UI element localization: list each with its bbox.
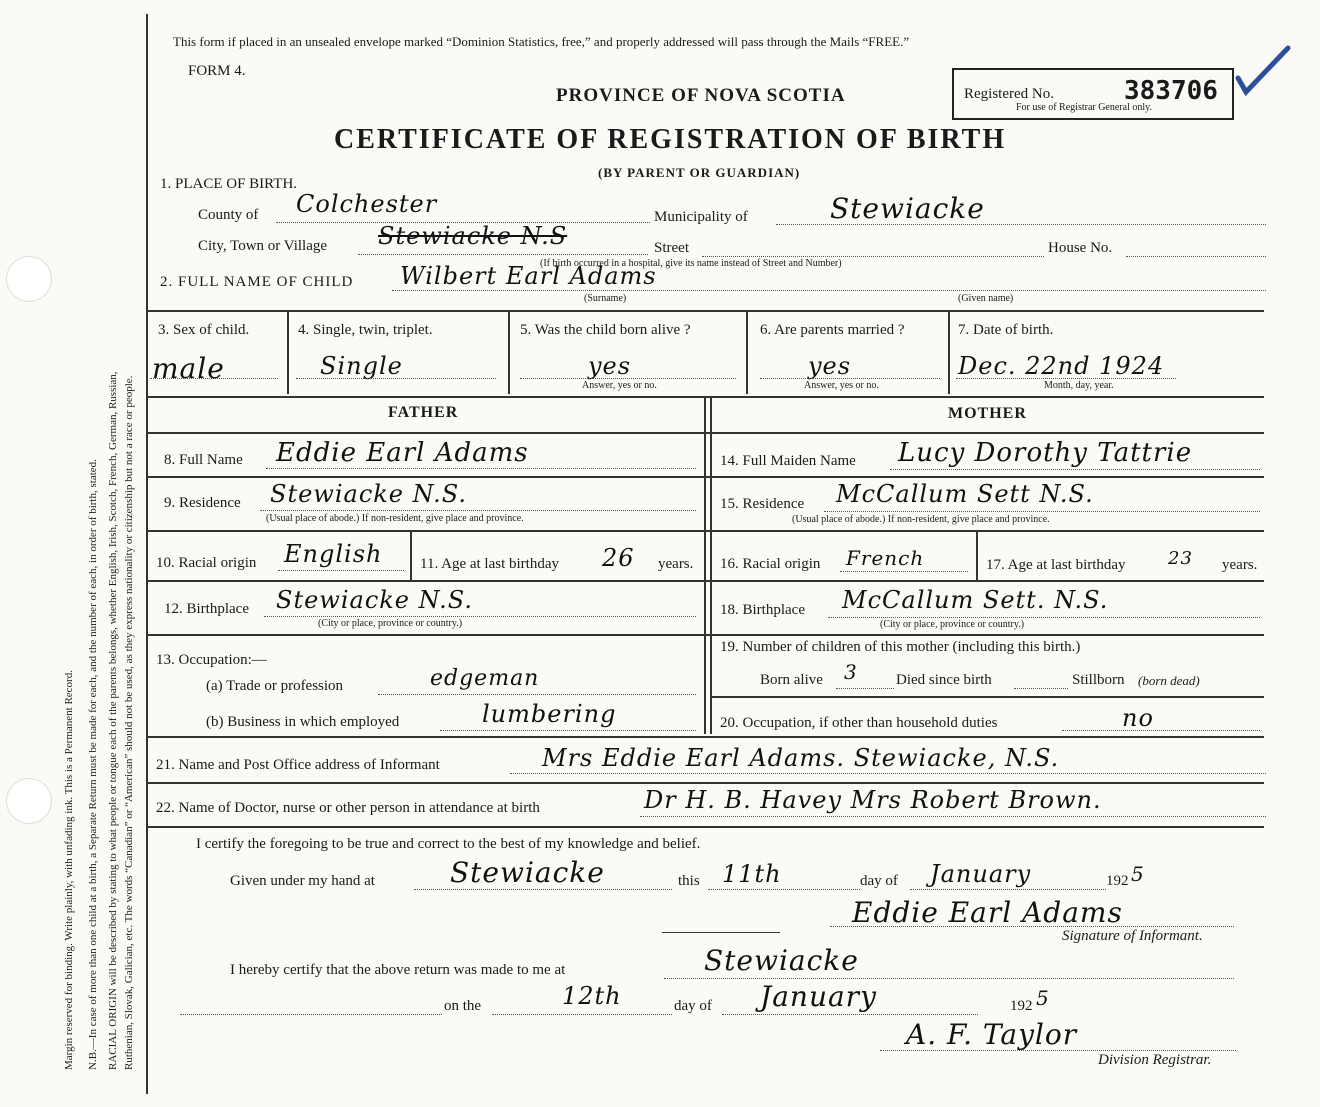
father-racial-divider: [410, 532, 412, 580]
place-of-birth-heading: 1. PLACE OF BIRTH.: [160, 176, 298, 192]
father-age-label: 11. Age at last birthday: [420, 556, 559, 572]
born-alive-label: 5. Was the child born alive ?: [520, 322, 691, 338]
parents-divider: [704, 398, 706, 734]
informant-signature-label: Signature of Informant.: [1062, 928, 1203, 944]
mother-age-value: 23: [1168, 548, 1193, 569]
doctor-value: Dr H. B. Havey Mrs Robert Brown.: [644, 786, 1102, 814]
registrar-place-line: [664, 978, 1234, 979]
father-residence-line: [260, 510, 696, 511]
given-place-value: Stewiacke: [450, 856, 605, 889]
father-racial-value: English: [284, 540, 383, 568]
registered-label: Registered No.: [964, 86, 1054, 102]
certification-statement: I certify the foregoing to be true and correct to the best of my knowledge and belief.: [196, 836, 701, 852]
died-since-birth-line: [1014, 688, 1068, 689]
parents-married-value: yes: [808, 352, 852, 380]
mother-birthplace-note: (City or place, province or country.): [880, 619, 1025, 630]
parents-married-label: 6. Are parents married ?: [760, 322, 905, 338]
single-twin-label: 4. Single, twin, triplet.: [298, 322, 433, 338]
certificate-subtitle: (BY PARENT OR GUARDIAN): [598, 165, 801, 180]
registered-box: [952, 68, 1234, 120]
single-twin-value: Single: [320, 352, 403, 380]
informant-signature: Eddie Earl Adams: [852, 896, 1123, 929]
registrar-place-value: Stewiacke: [704, 944, 859, 977]
mother-heading: MOTHER: [948, 405, 1027, 422]
father-name-value: Eddie Earl Adams: [276, 438, 529, 468]
father-birthplace-label: 12. Birthplace: [164, 601, 249, 617]
county-label: County of: [198, 207, 259, 223]
died-since-birth-label: Died since birth: [896, 672, 992, 688]
margin-note-racial-origin-1: RACIAL ORIGIN will be described by stating to what people or tongue each of the parents belongs, whether English, Irish, Scotch, French, German, Russian,: [107, 371, 119, 1070]
father-heading: FATHER: [388, 404, 459, 421]
mother-birthplace-line: [828, 617, 1260, 618]
mother-name-label: 14. Full Maiden Name: [720, 453, 856, 469]
mother-racial-label: 16. Racial origin: [720, 556, 821, 572]
business-value: lumbering: [482, 700, 617, 728]
mother-residence-note: (Usual place of abode.) If non-resident, give place and province.: [792, 514, 1050, 525]
father-age-unit: years.: [658, 556, 694, 572]
father-name-line: [266, 468, 696, 469]
father-residence-value: Stewiacke N.S.: [270, 480, 467, 508]
house-no-line: [1126, 256, 1266, 257]
born-alive-count-label: Born alive: [760, 672, 823, 688]
mother-occupation-value: no: [1122, 704, 1154, 732]
given-day-of-label: day of: [860, 873, 898, 889]
margin-note-binding: Margin reserved for binding. Write plainly, with unfading ink. This is a Permanent Record.: [63, 670, 75, 1070]
father-age-value: 26: [602, 544, 635, 572]
born-alive-value: yes: [588, 352, 632, 380]
stillborn-label: Stillborn: [1072, 672, 1125, 688]
informant-signature-line: [830, 926, 1234, 927]
given-year-value: 5: [1131, 862, 1145, 886]
father-racial-label: 10. Racial origin: [156, 555, 257, 571]
single-twin-line: [296, 378, 496, 379]
registrar-day-line: [492, 1014, 672, 1015]
rule-headings: [148, 432, 1264, 434]
stillborn-note: (born dead): [1138, 673, 1200, 688]
registrar-day-of-label: day of: [674, 998, 712, 1014]
street-label: Street: [654, 240, 689, 256]
business-line: [440, 730, 696, 731]
rule-parents-top: [148, 396, 1264, 398]
divider-4-5: [508, 312, 510, 394]
registrar-month-value: January: [760, 980, 877, 1013]
registrar-use-note: For use of Registrar General only.: [1016, 102, 1152, 113]
binding-hole-bottom: [6, 778, 52, 824]
rule-row-residence: [148, 530, 1264, 532]
rule-row-names: [148, 476, 1264, 478]
child-name-value: Wilbert Earl Adams: [400, 262, 657, 290]
doctor-label: 22. Name of Doctor, nurse or other person in attendance at birth: [156, 800, 540, 816]
given-day-line: [708, 889, 860, 890]
rule-row-birthplace: [148, 634, 1264, 636]
mother-name-line: [890, 469, 1260, 470]
mother-residence-value: McCallum Sett N.S.: [836, 480, 1094, 508]
registrar-year-prefix: 192: [1010, 998, 1033, 1014]
mother-occupation-line: [1062, 730, 1260, 731]
father-birthplace-note: (City or place, province or country.): [318, 618, 463, 629]
given-name-note: (Given name): [958, 293, 1014, 304]
father-name-label: 8. Full Name: [164, 452, 243, 468]
mother-age-label: 17. Age at last birthday: [986, 557, 1126, 573]
registrar-on-line-lead: [180, 1014, 442, 1015]
registrar-signature: A. F. Taylor: [906, 1018, 1078, 1051]
surname-note: (Surname): [584, 293, 627, 304]
doctor-line: [640, 816, 1266, 817]
trade-line: [378, 694, 696, 695]
business-label: (b) Business in which employed: [206, 714, 400, 730]
born-alive-count-value: 3: [844, 660, 858, 684]
mother-racial-divider: [976, 532, 978, 580]
city-value: Stewiacke N.S: [378, 222, 568, 250]
margin-note-multiple-births: N.B.—In case of more than one child at a birth, a Separate Return must be made for each, and the number of each, in order of birth, stated.: [87, 459, 99, 1070]
born-alive-line: [520, 378, 736, 379]
rule-row-racial: [148, 580, 1264, 582]
form-left-border: [146, 14, 148, 1094]
mother-racial-value: French: [846, 546, 925, 570]
father-racial-line: [278, 570, 404, 571]
sex-value: male: [152, 352, 225, 385]
date-of-birth-value: Dec. 22nd 1924: [958, 352, 1165, 380]
child-name-line: [392, 290, 1266, 291]
rule-informant: [148, 782, 1264, 784]
children-count-label: 19. Number of children of this mother (including this birth.): [720, 639, 1081, 655]
registrar-on-the-label: on the: [444, 998, 482, 1014]
mother-residence-line: [824, 511, 1260, 512]
given-day-value: 11th: [722, 860, 782, 888]
born-alive-note: Answer, yes or no.: [582, 380, 657, 391]
mother-name-value: Lucy Dorothy Tattrie: [898, 438, 1193, 468]
rule-separator-short: [662, 932, 780, 933]
father-birthplace-value: Stewiacke N.S.: [276, 586, 473, 614]
rule-child-top: [148, 310, 1264, 312]
parents-married-line: [760, 378, 940, 379]
check-mark-icon: [1234, 44, 1294, 96]
rule-children: [712, 696, 1264, 698]
municipality-value: Stewiacke: [830, 192, 985, 225]
given-month-value: January: [930, 860, 1032, 888]
binding-hole-top: [6, 256, 52, 302]
father-occupation-label: 13. Occupation:—: [156, 652, 267, 668]
registered-number: 383706: [1124, 76, 1218, 106]
sex-label: 3. Sex of child.: [158, 322, 250, 338]
mother-racial-line: [840, 571, 968, 572]
margin-note-racial-origin-2: Ruthenian, Slovak, Galician, etc. The words “Canadian” or “American” should not be used, as they express nationality or citizenship but not a race or people.: [123, 375, 135, 1070]
divider-6-7: [948, 312, 950, 394]
municipality-label: Municipality of: [654, 209, 748, 225]
given-month-line: [910, 889, 1106, 890]
given-under-hand-label: Given under my hand at: [230, 873, 375, 889]
father-residence-note: (Usual place of abode.) If non-resident, give place and province.: [266, 513, 524, 524]
given-year-prefix: 192: [1106, 873, 1129, 889]
registrar-year-value: 5: [1036, 986, 1050, 1010]
county-value: Colchester: [296, 190, 438, 218]
city-label: City, Town or Village: [198, 238, 328, 254]
date-of-birth-note: Month, day, year.: [1044, 380, 1114, 391]
informant-line: [510, 773, 1266, 774]
parents-divider-2: [710, 398, 712, 734]
mother-residence-label: 15. Residence: [720, 496, 805, 512]
divider-5-6: [746, 312, 748, 394]
date-of-birth-line: [956, 378, 1176, 379]
divider-3-4: [287, 312, 289, 394]
mother-occupation-label: 20. Occupation, if other than household duties: [720, 715, 998, 731]
registrar-signature-label: Division Registrar.: [1098, 1052, 1212, 1068]
given-this-label: this: [678, 873, 700, 889]
province-heading: PROVINCE OF NOVA SCOTIA: [556, 85, 846, 106]
trade-value: edgeman: [430, 666, 540, 691]
mail-notice: This form if placed in an unsealed envelope marked “Dominion Statistics, free,” and properly addressed will pass through the Mails “FREE.”: [173, 34, 910, 49]
house-no-label: House No.: [1048, 240, 1113, 256]
informant-value: Mrs Eddie Earl Adams. Stewiacke, N.S.: [542, 744, 1060, 772]
father-residence-label: 9. Residence: [164, 495, 241, 511]
mother-birthplace-label: 18. Birthplace: [720, 602, 805, 618]
registrar-statement: I hereby certify that the above return was made to me at: [230, 962, 566, 978]
form-number: FORM 4.: [188, 63, 246, 79]
informant-label: 21. Name and Post Office address of Informant: [156, 757, 440, 773]
registrar-month-line: [722, 1014, 978, 1015]
trade-label: (a) Trade or profession: [206, 678, 344, 694]
rule-row-occupation: [148, 736, 1264, 738]
mother-birthplace-value: McCallum Sett. N.S.: [842, 586, 1109, 614]
child-name-label: 2. FULL NAME OF CHILD: [160, 274, 354, 290]
registrar-day-value: 12th: [562, 982, 622, 1010]
street-line: [702, 256, 1044, 257]
given-place-line: [414, 889, 672, 890]
father-birthplace-line: [264, 616, 696, 617]
sex-line: [150, 378, 278, 379]
rule-doctor: [148, 826, 1264, 828]
mother-age-unit: years.: [1222, 557, 1258, 573]
born-alive-count-line: [836, 688, 894, 689]
hospital-note: (If birth occurred in a hospital, give its name instead of Street and Number): [540, 258, 842, 269]
date-of-birth-label: 7. Date of birth.: [958, 322, 1054, 338]
parents-married-note: Answer, yes or no.: [804, 380, 879, 391]
registrar-signature-line: [880, 1050, 1236, 1051]
certificate-title: CERTIFICATE OF REGISTRATION OF BIRTH: [334, 124, 1007, 155]
city-line: [358, 254, 648, 255]
